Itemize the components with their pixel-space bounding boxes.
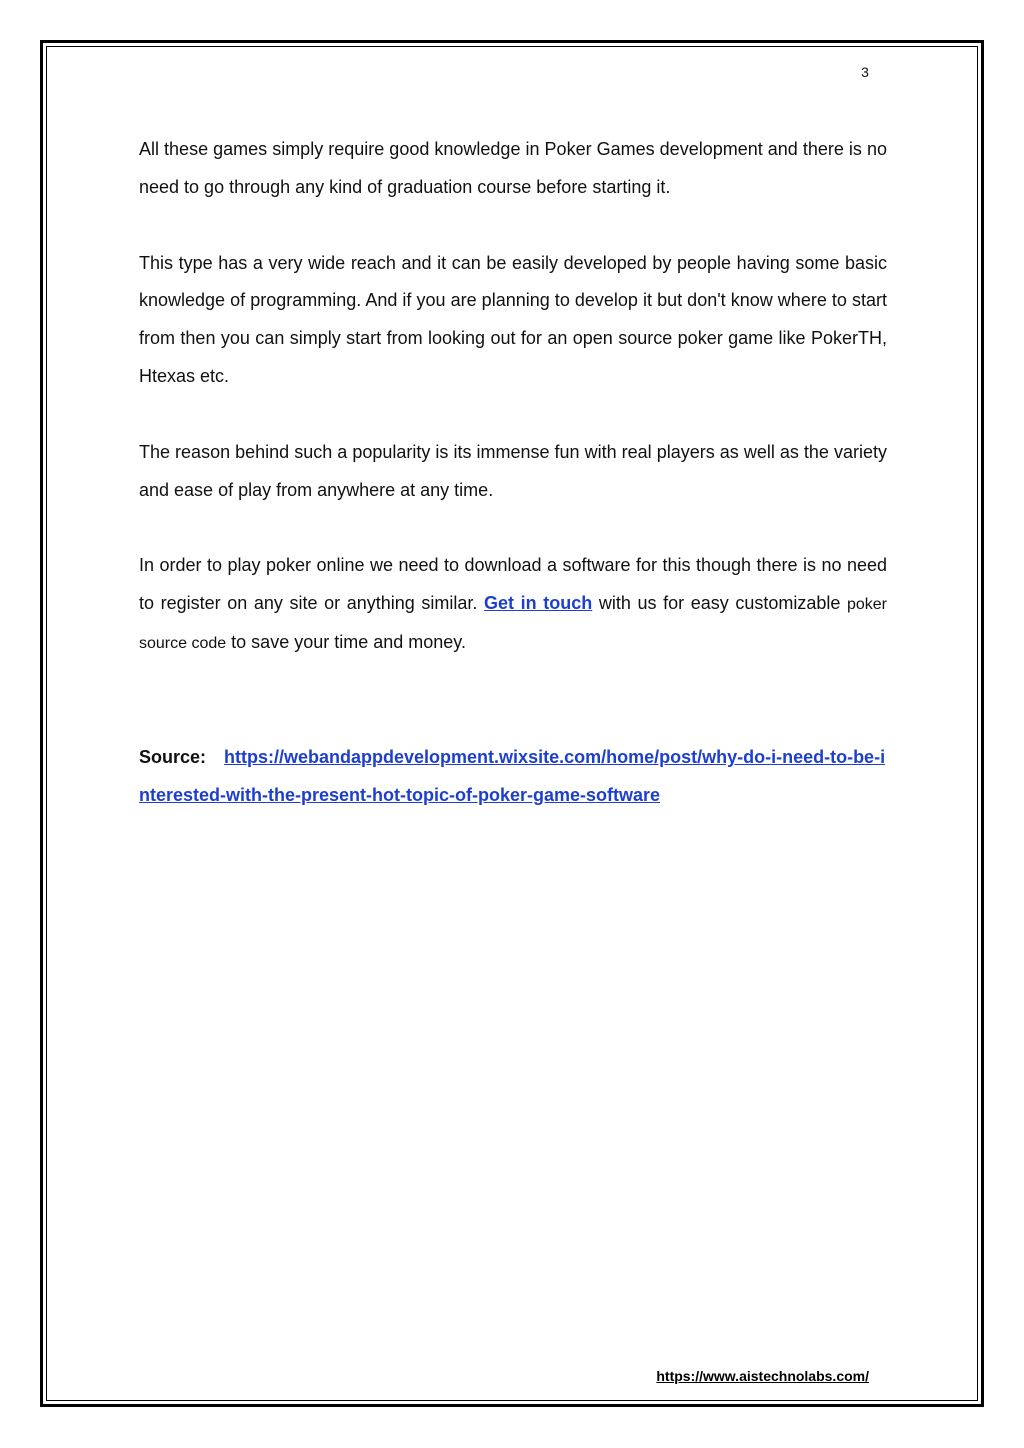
source-citation (139, 739, 887, 815)
paragraph-4-text-end: to save your time and money. (226, 631, 466, 652)
document-body (139, 131, 887, 814)
get-in-touch-link[interactable]: Get in touch (484, 593, 593, 614)
paragraph-2: This type has a very wide reach and it can be easily developed by people having some basic knowledge of programming. And if you are planning to develop it but don't know where to start from then you can simply start from looking out for an open source poker game like PokerTH, Htexas etc. (139, 252, 887, 386)
paragraph-4 (139, 547, 887, 662)
paragraph-1: All these games simply require good knowledge in Poker Games development and there is no need to go through any kind of graduation course before starting it. (139, 139, 887, 197)
paragraph-4-text-start: In order to play poker online we need to download a software for this though there is no need to register on any site or anything similar. (139, 555, 887, 614)
paragraph-4-text-middle: with us for easy customizable (592, 593, 847, 614)
paragraph-3: The reason behind such a popularity is its immense fun with real players as well as the variety and ease of play from anywhere at any time. (139, 441, 887, 500)
footer-website-link[interactable]: https://www.aistechnolabs.com/ (656, 1368, 869, 1384)
source-url-link[interactable]: https://webandappdevelopment.wixsite.com/home/post/why-do-i-need-to-be-interested-with-the-present-hot-topic-of-poker-game-software (139, 746, 886, 805)
poker-source-code-term: poker source code (139, 596, 888, 652)
source-label: Source: (139, 746, 207, 767)
page-number: 3 (861, 64, 869, 80)
